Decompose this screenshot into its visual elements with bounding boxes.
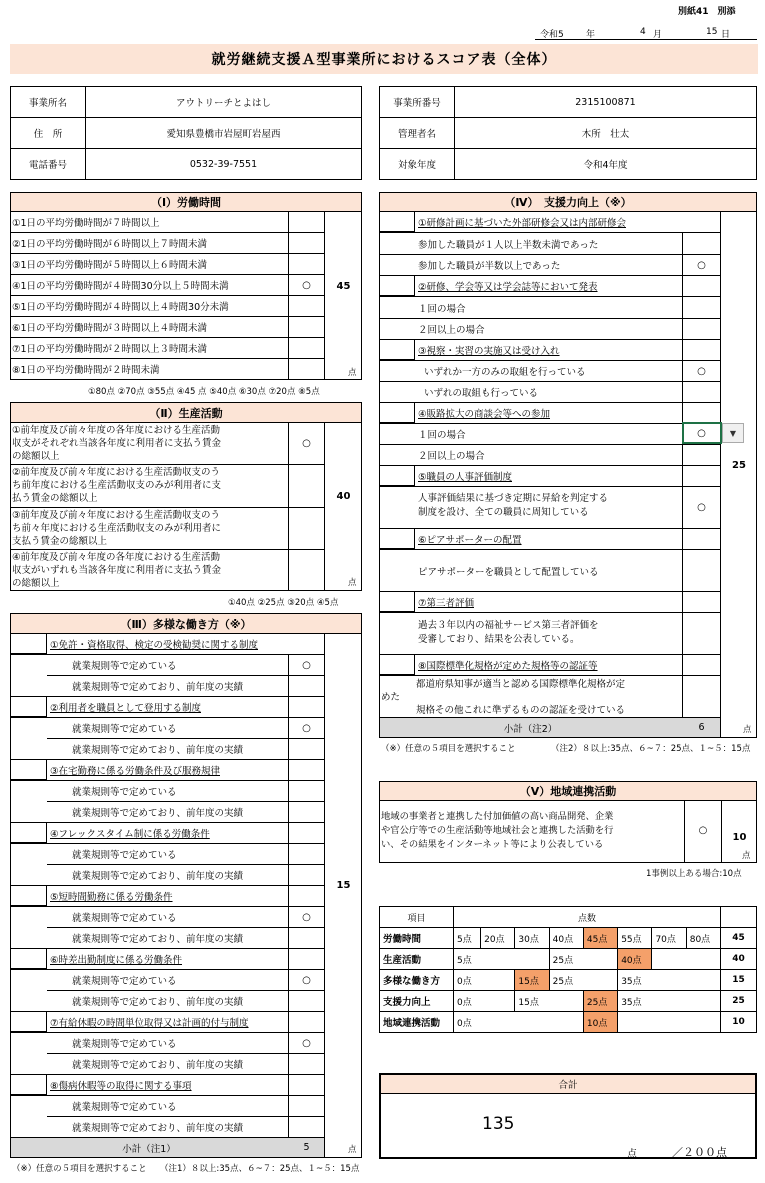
s3-group-4-opt1: 就業規則等で定めている: [72, 850, 177, 861]
s2-item-2: ②前年度及び前々年度における生産活動収支のう ち前年度における生産活動収支のみが利用者に支 払う賃金の総額以上: [12, 467, 222, 504]
s3-group-8-opt2: 就業規則等で定めており、前年度の実績: [72, 1123, 244, 1134]
s2-legend: ①40点 ②25点 ③20点 ④5点: [228, 598, 339, 608]
total-label: 合計: [381, 1075, 755, 1094]
s3-group-8-label: ⑧傷病休暇等の取得に関する事項: [50, 1081, 192, 1092]
s4-group-3-opt2: いずれの取組も行っている: [424, 388, 539, 399]
s4-group-7-text: 過去３年以内の福祉サービス第三者評価を 受審しており、結果を公表している。: [418, 620, 599, 645]
address-label: 住 所: [10, 117, 86, 149]
s2-unit: 点: [348, 578, 357, 588]
s5-unit: 点: [742, 851, 751, 861]
summary-label-5: 地域連携活動: [380, 1012, 454, 1033]
office-name-label: 事業所名: [10, 86, 86, 118]
s3-group-1-label: ①免許・資格取得、検定の受検勧奨に関する制度: [50, 640, 259, 651]
page-title: 就労継続支援Ａ型事業所におけるスコア表（全体）: [10, 44, 758, 74]
s4-group-8-text2: めた: [381, 692, 401, 703]
s5-score: 10: [732, 831, 747, 843]
total-unit: 点: [627, 1149, 637, 1160]
summary-cell-highlight: 25点: [583, 991, 617, 1012]
s3-group-3-label: ③在宅勤務に係る労働条件及び服務規律: [50, 766, 221, 777]
s3-subtotal-label: 小計（注1）: [122, 1143, 176, 1155]
date-era: 令和5: [540, 30, 564, 40]
s3-note-left: （※）任意の５項目を選択すること: [12, 1164, 147, 1174]
s4-group-4-opt1: １回の場合: [418, 430, 466, 441]
s3-checkbox-6[interactable]: [10, 948, 47, 969]
s4-group-3-label: ③視察・実習の実施又は受け入れ: [418, 346, 560, 357]
s4-group-6-label: ⑥ピアサポーターの配置: [418, 535, 522, 546]
s4-score: 25: [732, 459, 746, 471]
form-number: 別紙41 別添: [678, 7, 736, 17]
s2-item-3: ③前年度及び前々年度における生産活動収支のう ち前々年度における生産活動収支のみが利用者に 支払う賃金の総額以上: [12, 510, 222, 547]
s1-item-2: ②1日の平均労働時間が６時間以上７時間未満: [12, 239, 208, 250]
s3-group-5-opt1: 就業規則等で定めている: [72, 913, 177, 924]
s4-group-1-opt2: 参加した職員が半数以上であった: [418, 261, 561, 272]
s1-item-5: ⑤1日の平均労働時間が４時間以上４時間30分未満: [12, 302, 229, 313]
s4-group-5-mark[interactable]: ○: [697, 501, 706, 513]
s3-checkbox-2[interactable]: [10, 696, 47, 717]
s1-item-3: ③1日の平均労働時間が５時間以上６時間未満: [12, 260, 208, 271]
s4-group-4-mark[interactable]: ○: [697, 428, 706, 439]
summary-label-3: 多様な働き方: [380, 970, 454, 991]
date-year-unit: 年: [586, 30, 596, 40]
summary-total-4: 25: [721, 991, 757, 1012]
s4-group-8-text1: 都道府県知事が適当と認める国際標準化規格が定: [416, 679, 626, 690]
s3-subtotal-value: 5: [303, 1142, 310, 1153]
s4-group-8-label: ⑧国際標準化規格が定めた規格等の認証等: [418, 661, 598, 672]
s3-checkbox-5[interactable]: [10, 885, 47, 906]
s3-checkbox-8[interactable]: [10, 1074, 47, 1095]
s3-group-5-mark[interactable]: ○: [302, 911, 311, 923]
s4-checkbox-5[interactable]: [379, 465, 415, 486]
summary-cell: 0点: [454, 970, 515, 991]
s4-note-right: （注2）８以上:35点、６~７：25点、１~５：15点: [551, 744, 751, 754]
s2-item-4: ④前年度及び前々年度の各年度における生産活動 収支がいずれも当該各年度に利用者に支払う賃金 の総額以上: [12, 552, 222, 589]
s5-note: 1事例以上ある場合:10点: [646, 869, 742, 879]
s1-item-4: ④1日の平均労働時間が４時間30分以上５時間未満: [12, 281, 229, 292]
s4-checkbox-6[interactable]: [379, 528, 415, 549]
summary-cell: 35点: [618, 970, 721, 991]
summary-cell: 25点: [549, 949, 618, 970]
s3-group-2-mark[interactable]: ○: [302, 722, 311, 734]
s3-checkbox-7[interactable]: [10, 1011, 47, 1032]
summary-cell-highlight: 45点: [583, 928, 617, 949]
s4-checkbox-1[interactable]: [379, 211, 415, 232]
s5-mark[interactable]: ○: [698, 824, 708, 836]
summary-cell: 70点: [652, 928, 686, 949]
s1-item-6: ⑥1日の平均労働時間が３時間以上４時間未満: [12, 323, 208, 334]
summary-cell: 55点: [618, 928, 652, 949]
s1-item-8: ⑧1日の平均労働時間が２時間未満: [12, 365, 160, 376]
s4-checkbox-8[interactable]: [379, 654, 415, 675]
summary-label-2: 生産活動: [380, 949, 454, 970]
address-value[interactable]: 愛知県豊橋市岩屋町岩屋西: [85, 117, 362, 149]
s3-score: 15: [336, 879, 351, 891]
s3-group-4-opt2: 就業規則等で定めており、前年度の実績: [72, 871, 244, 882]
summary-cell: 80点: [686, 928, 720, 949]
summary-cell-highlight: 40点: [618, 949, 652, 970]
s3-group-5-label: ⑤短時間勤務に係る労働条件: [50, 892, 173, 903]
section-4-title: （Ⅳ） 支援力向上（※）: [379, 192, 757, 212]
summary-row-2: [380, 949, 757, 970]
date-day-unit: 日: [721, 30, 731, 40]
section-5-title: （Ⅴ）地域連携活動: [379, 781, 757, 801]
s4-group-1-label: ①研修計画に基づいた外部研修会又は内部研修会: [418, 218, 627, 229]
s3-checkbox-1[interactable]: [10, 633, 47, 654]
s4-group-1-opt1: 参加した職員が１人以上半数未満であった: [418, 239, 599, 251]
date-month-unit: 月: [653, 30, 663, 40]
s3-unit: 点: [348, 1145, 357, 1155]
summary-total-1: 45: [721, 928, 757, 949]
s5-text: 地域の事業者と連携した付加価値の高い商品開発、企業 や官公庁等での生産活動等地域社会と連携した活動を行 い、その結果をインターネット等により公表している: [381, 811, 614, 850]
summary-row-1: [380, 928, 757, 949]
summary-cell: 30点: [515, 928, 549, 949]
s4-checkbox-7[interactable]: [379, 591, 415, 612]
s3-group-4-label: ④フレックスタイム制に係る労働条件: [50, 829, 210, 840]
manager-value[interactable]: 木所 壮太: [454, 117, 757, 149]
summary-cell: 5点: [454, 949, 550, 970]
summary-cell-highlight: 10点: [583, 1012, 617, 1033]
s4-subtotal-label: 小計（注2）: [503, 723, 558, 735]
s4-group-5-text: 人事評価結果に基づき定期に昇給を判定する 制度を設け、全ての職員に周知している: [418, 493, 609, 518]
summary-cell: 15点: [515, 991, 584, 1012]
s4-group-7-label: ⑦第三者評価: [418, 598, 475, 609]
s3-group-7-opt1: 就業規則等で定めている: [72, 1039, 177, 1050]
fiscal-year-value[interactable]: 令和4年度: [454, 148, 757, 180]
office-number-value[interactable]: 2315100871: [454, 86, 757, 118]
summary-cell: 25点: [549, 970, 618, 991]
date-month: 4: [640, 27, 646, 37]
s3-group-5-opt2: 就業規則等で定めており、前年度の実績: [72, 934, 244, 945]
s3-group-3-opt2: 就業規則等で定めており、前年度の実績: [72, 808, 244, 819]
s1-unit: 点: [348, 368, 357, 378]
s3-group-6-mark[interactable]: ○: [302, 974, 311, 986]
s3-group-7-label: ⑦有給休暇の時間単位取得又は計画的付与制度: [50, 1018, 249, 1029]
s4-group-2-opt1: １回の場合: [418, 303, 466, 315]
s3-group-7-opt2: 就業規則等で定めており、前年度の実績: [72, 1060, 244, 1071]
summary-table: [379, 906, 757, 1033]
s4-note-left: （※）任意の５項目を選択すること: [381, 744, 516, 754]
fiscal-year-label: 対象年度: [379, 148, 455, 180]
s1-selected-mark[interactable]: ○: [302, 279, 311, 291]
summary-cell: 5点: [454, 928, 481, 949]
s3-group-8-opt1: 就業規則等で定めている: [72, 1102, 177, 1113]
s1-legend: ①80点 ②70点 ③55点 ④45 点 ⑤40点 ⑥30点 ⑦20点 ⑧5点: [88, 387, 320, 397]
s1-score: 45: [336, 280, 351, 292]
s4-group-1-mark[interactable]: ○: [697, 259, 706, 271]
s3-group-2-label: ②利用者を職員として登用する制度: [50, 703, 202, 714]
phone-value[interactable]: 0532-39-7551: [85, 148, 362, 180]
s1-item-1: ①1日の平均労働時間が７時間以上: [12, 218, 160, 229]
s3-checkbox-3[interactable]: [10, 759, 47, 780]
summary-cell: 20点: [481, 928, 515, 949]
dropdown-arrow-icon[interactable]: ▼: [722, 423, 744, 443]
s3-group-2-opt1: 就業規則等で定めている: [72, 724, 177, 735]
total-max: ／２００点: [672, 1146, 727, 1159]
s3-group-1-opt1: 就業規則等で定めている: [72, 661, 177, 672]
s4-checkbox-2[interactable]: [379, 275, 415, 296]
s4-group-8-text3: 規格その他これに準ずるものの認証を受けている: [416, 705, 626, 716]
s4-group-2-opt2: ２回以上の場合: [418, 325, 485, 336]
section-3-title: （Ⅲ）多様な働き方（※）: [10, 613, 362, 634]
section-2-title: （Ⅱ）生産活動: [10, 402, 362, 423]
s4-group-4-label: ④販路拡大の商談会等への参加: [418, 409, 551, 420]
s4-group-4-opt2: ２回以上の場合: [418, 451, 485, 462]
summary-cell: 0点: [454, 991, 515, 1012]
summary-label-1: 労働時間: [380, 928, 454, 949]
s3-group-2-opt2: 就業規則等で定めており、前年度の実績: [72, 745, 244, 756]
summary-row-4: [380, 991, 757, 1012]
summary-total-2: 40: [721, 949, 757, 970]
summary-header-points: 点数: [454, 907, 721, 928]
summary-header-item: 項目: [380, 907, 454, 928]
s3-note-right: （注1）８以上:35点、６~７：25点、１~５：15点: [160, 1164, 360, 1174]
phone-label: 電話番号: [10, 148, 86, 180]
s4-group-3-mark[interactable]: ○: [697, 365, 706, 377]
s2-score: 40: [336, 490, 351, 502]
total-value: 135: [482, 1114, 515, 1134]
office-number-label: 事業所番号: [379, 86, 455, 118]
s4-group-2-label: ②研修、学会等又は学会誌等において発表: [418, 282, 598, 293]
summary-total-3: 15: [721, 970, 757, 991]
office-name-value[interactable]: アウトリーチとよはし: [85, 86, 362, 118]
section-1-title: （Ⅰ）労働時間: [10, 192, 362, 212]
s3-group-6-label: ⑥時差出勤制度に係る労働条件: [50, 955, 183, 966]
s3-group-1-mark[interactable]: ○: [302, 659, 311, 671]
s3-group-1-opt2: 就業規則等で定めており、前年度の実績: [72, 682, 244, 693]
s4-group-3-opt1: いずれか一方のみの取組を行っている: [424, 367, 586, 378]
s4-checkbox-3[interactable]: [379, 339, 415, 360]
summary-cell: 0点: [454, 1012, 584, 1033]
s4-unit: 点: [743, 725, 752, 735]
s4-group-5-label: ⑤職員の人事評価制度: [418, 472, 513, 483]
s3-checkbox-4[interactable]: [10, 822, 47, 843]
s4-checkbox-4[interactable]: [379, 402, 415, 423]
s3-group-6-opt2: 就業規則等で定めており、前年度の実績: [72, 997, 244, 1008]
summary-label-4: 支援力向上: [380, 991, 454, 1012]
summary-cell: 35点: [618, 991, 721, 1012]
s1-item-7: ⑦1日の平均労働時間が２時間以上３時間未満: [12, 344, 208, 355]
s4-group-6-text: ピアサポーターを職員として配置している: [418, 567, 599, 578]
manager-label: 管理者名: [379, 117, 455, 149]
s4-subtotal-value: 6: [698, 722, 705, 733]
date-day: 15: [706, 27, 718, 37]
s2-selected-mark[interactable]: ○: [302, 437, 311, 449]
s3-group-7-mark[interactable]: ○: [302, 1037, 311, 1049]
summary-cell-highlight: 15点: [515, 970, 549, 991]
summary-cell: 40点: [549, 928, 583, 949]
s3-group-3-opt1: 就業規則等で定めている: [72, 787, 177, 798]
s2-item-1: ①前年度及び前々年度の各年度における生産活動 収支がそれぞれ当該各年度に利用者に支払う賃金 の総額以上: [12, 425, 222, 462]
summary-row-3: [380, 970, 757, 991]
summary-total-5: 10: [721, 1012, 757, 1033]
summary-row-5: [380, 1012, 757, 1033]
s3-group-6-opt1: 就業規則等で定めている: [72, 976, 177, 987]
